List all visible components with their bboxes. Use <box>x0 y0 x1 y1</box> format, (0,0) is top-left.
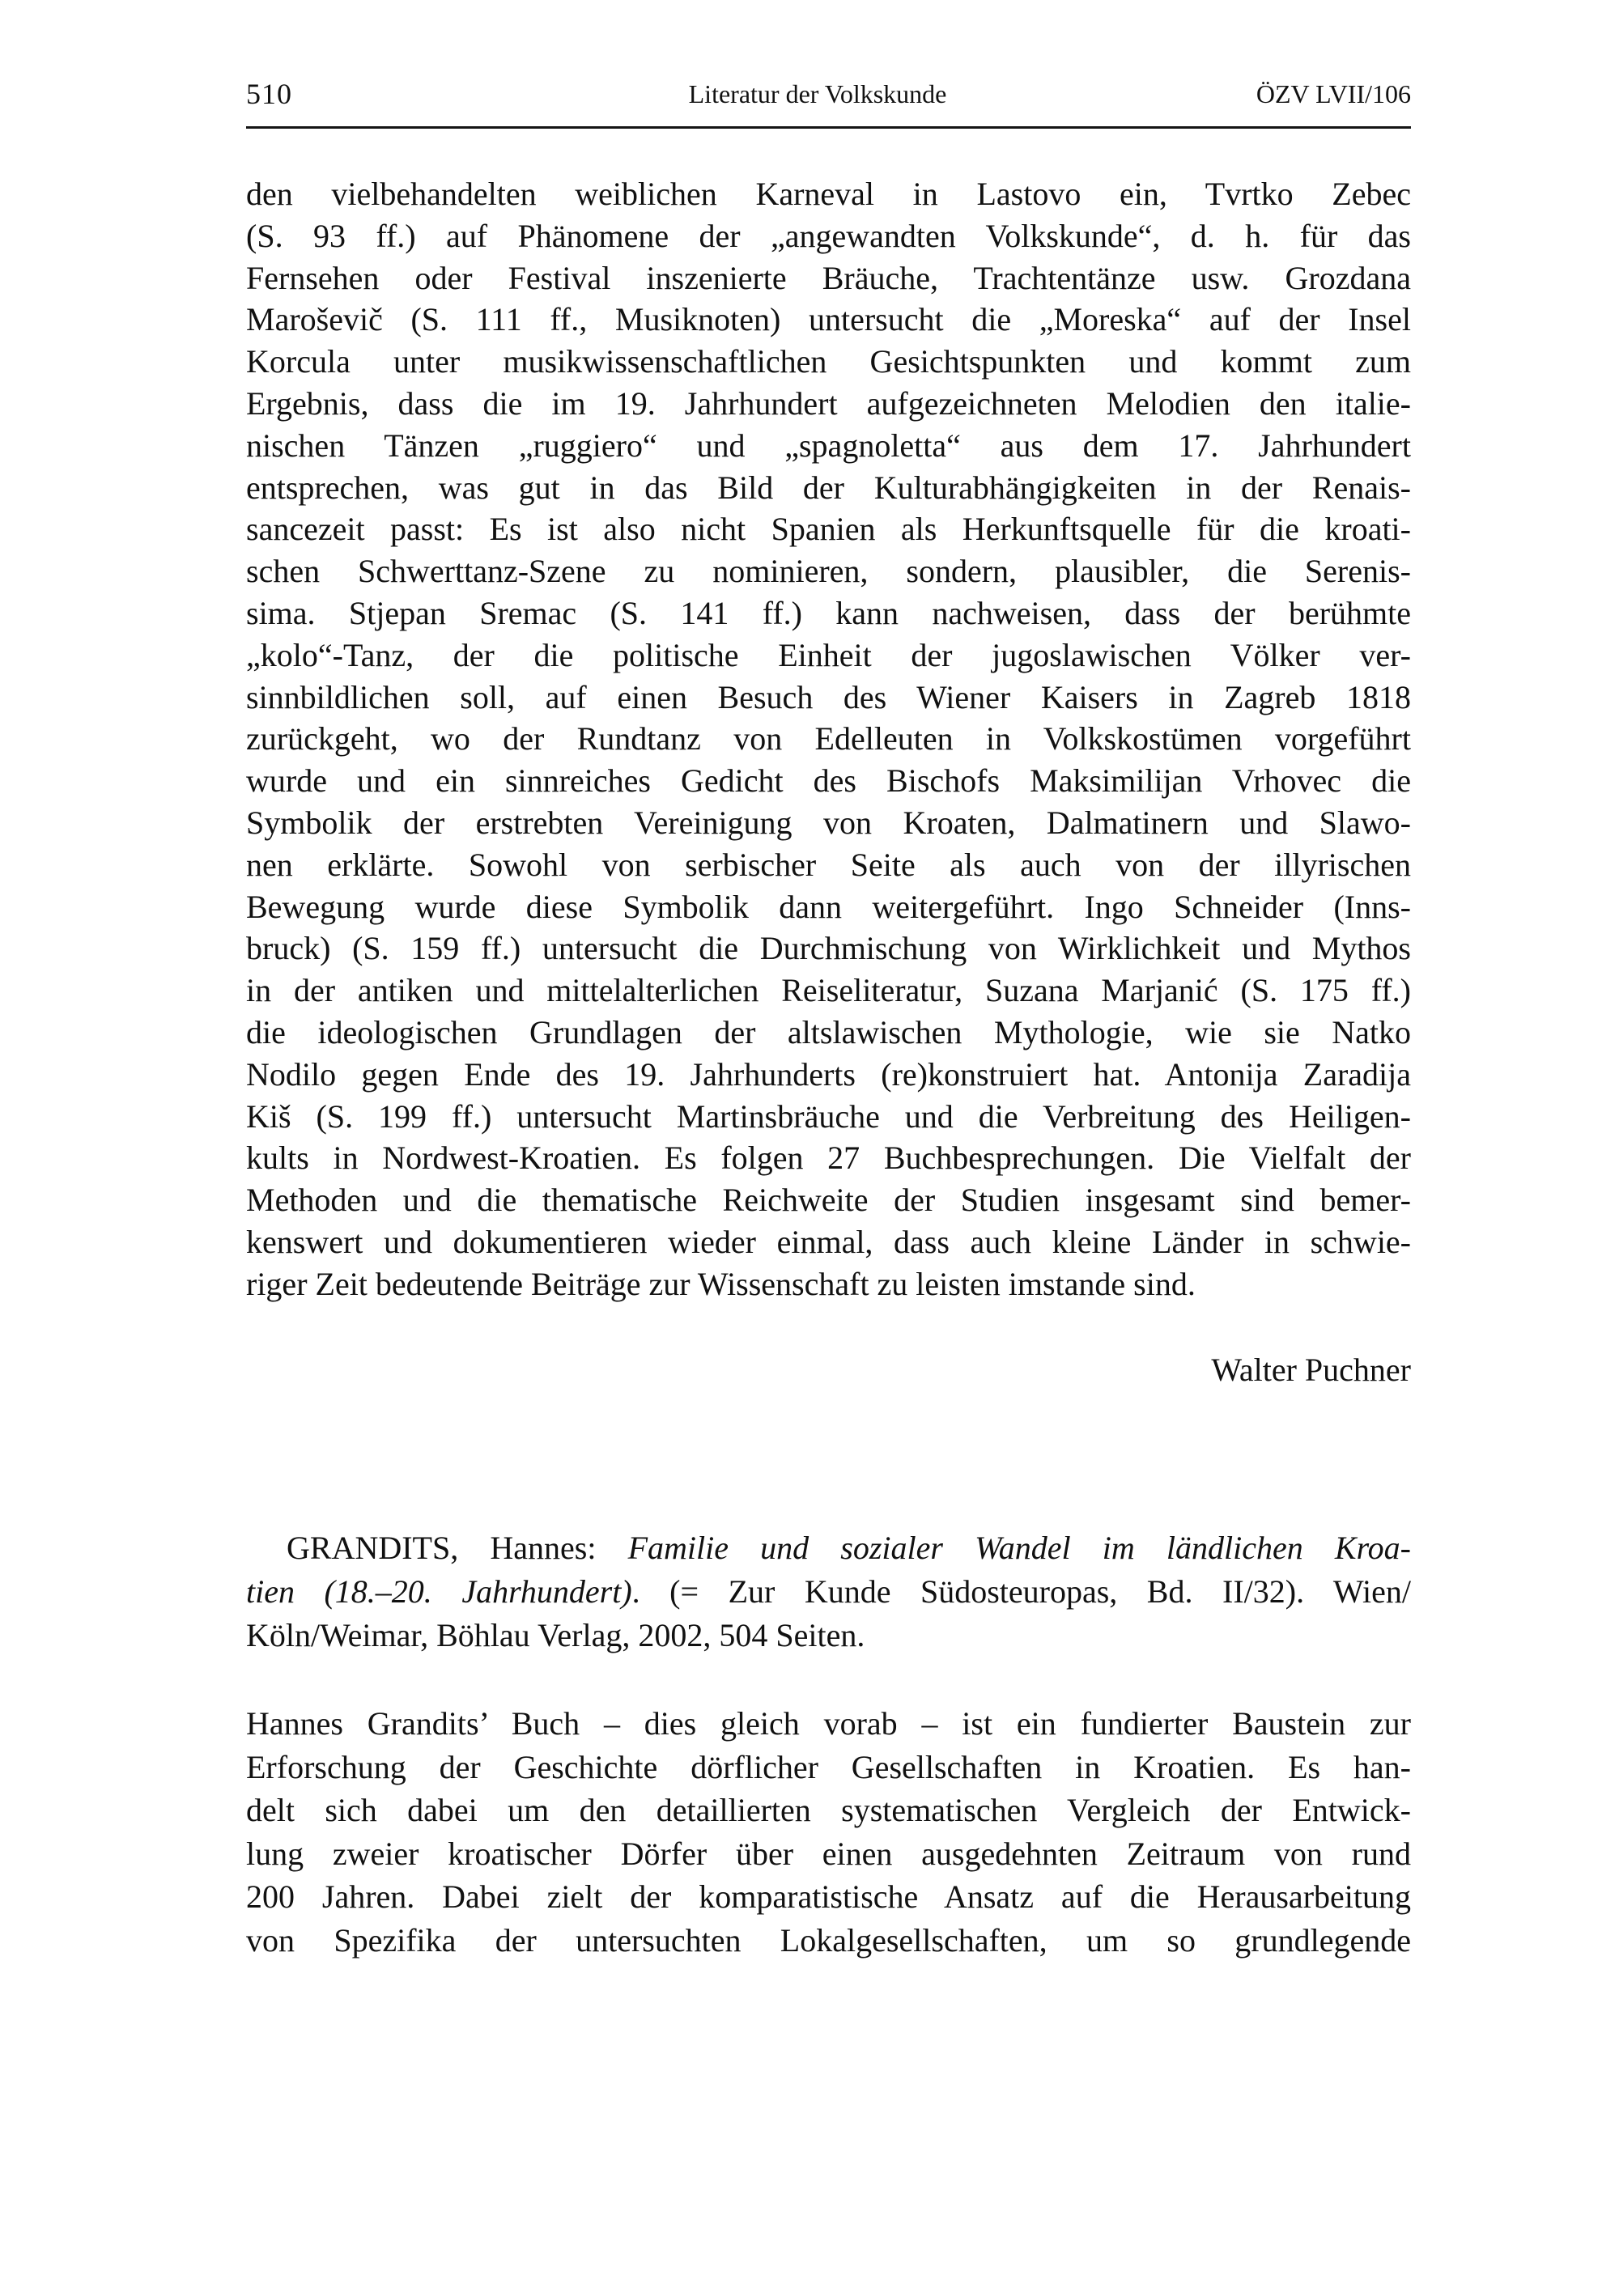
text-line-content: bruck) (S. 159 ff.) untersucht die Durchmischung von Wirklichkeit und Mythos <box>246 930 1411 967</box>
text-line <box>246 508 1411 550</box>
text-line-content: den vielbehandelten weiblichen Karneval in Lastovo ein, Tvrtko Zebec <box>246 176 1411 212</box>
text-line <box>246 592 1411 634</box>
text-line-content: lung zweier kroatischer Dörfer über einen ausgedehnten Zeitraum von rund <box>246 1835 1411 1872</box>
header-rule <box>246 126 1411 129</box>
text-line <box>246 425 1411 467</box>
text-line-content: „kolo“-Tanz, der die politische Einheit der jugoslawischen Völker ver- <box>246 636 1411 673</box>
text-line-content: sancezeit passt: Es ist also nicht Spanien als Herkunftsquelle für die kroati- <box>246 511 1411 548</box>
text-line <box>246 634 1411 677</box>
text-line <box>246 341 1411 383</box>
text-line <box>246 173 1411 215</box>
text-line <box>246 1137 1411 1179</box>
citation-line <box>246 1614 1411 1657</box>
text-line <box>246 1746 1411 1789</box>
text-line <box>246 718 1411 760</box>
text-line-content: schen Schwerttanz-Szene zu nominieren, sondern, plausibler, die Serenis- <box>246 553 1411 590</box>
text-line <box>246 970 1411 1012</box>
text-line-content: Fernsehen oder Festival inszenierte Bräuche, Trachtentänze usw. Grozdana <box>246 259 1411 296</box>
text-line-content: entsprechen, was gut in das Bild der Kulturabhängigkeiten in der Renais- <box>246 469 1411 506</box>
text-line-content: Methoden und die thematische Reichweite der Studien insgesamt sind bemer- <box>246 1182 1411 1219</box>
text-line <box>246 550 1411 592</box>
text-line-content: (S. 93 ff.) auf Phänomene der „angewandten Volkskunde“, d. h. für das <box>246 217 1411 254</box>
text-line <box>246 467 1411 509</box>
text-line-content: Hannes Grandits’ Buch – dies gleich vorab – ist ein fundierter Baustein zur <box>246 1705 1411 1742</box>
text-line <box>246 1221 1411 1263</box>
text-line-content: Kiš (S. 199 ff.) untersucht Martinsbräuche und die Verbreitung des Heiligen- <box>246 1097 1411 1135</box>
text-line <box>246 1096 1411 1138</box>
text-line-content: kults in Nordwest-Kroatien. Es folgen 27 Buchbesprechungen. Die Vielfalt der <box>246 1140 1411 1177</box>
journal-reference: ÖZV LVII/106 <box>1256 79 1411 108</box>
text-line <box>246 760 1411 802</box>
text-line <box>246 1179 1411 1221</box>
text-line <box>246 257 1411 299</box>
text-line-content: riger Zeit bedeutende Beiträge zur Wissenschaft zu leisten imstande sind. <box>246 1265 1196 1302</box>
text-line <box>246 1832 1411 1876</box>
review-continuation <box>246 173 1411 1305</box>
reviewer-signature: Walter Puchner <box>1211 1352 1411 1388</box>
text-line-content: von Spezifika der untersuchten Lokalgesellschaften, um so grundlegende <box>246 1921 1411 1959</box>
text-line <box>246 1919 1411 1963</box>
citation-line <box>246 1570 1411 1614</box>
text-line <box>246 383 1411 425</box>
citation-line <box>246 1526 1411 1570</box>
review-body <box>246 1702 1411 1963</box>
text-line-content: sinnbildlichen soll, auf einen Besuch des Wiener Kaisers in Zagreb 1818 <box>246 678 1411 715</box>
text-line-content: in der antiken und mittelalterlichen Reiseliteratur, Suzana Marjanić (S. 175 ff.) <box>246 972 1411 1009</box>
text-line-content: Bewegung wurde diese Symbolik dann weitergeführt. Ingo Schneider (Inns- <box>246 888 1411 925</box>
text-line <box>246 299 1411 341</box>
text-line <box>246 1012 1411 1054</box>
text-line-content: Nodilo gegen Ende des 19. Jahrhunderts (re)konstruiert hat. Antonija Zaradija <box>246 1055 1411 1093</box>
text-line <box>246 927 1411 970</box>
text-line <box>246 1702 1411 1746</box>
text-line <box>246 215 1411 257</box>
text-line-content: nen erklärte. Sowohl von serbischer Seite als auch von der illyrischen <box>246 846 1411 883</box>
page-number: 510 <box>246 78 292 110</box>
text-line-content: wurde und ein sinnreiches Gedicht des Bischofs Maksimilijan Vrhovec die <box>246 762 1411 800</box>
text-line-content: zurückgeht, wo der Rundtanz von Edelleuten in Volkskostümen vorgeführt <box>246 720 1411 758</box>
text-line <box>246 1263 1411 1305</box>
text-line-content: 200 Jahren. Dabei zielt der komparatistische Ansatz auf die Herausarbeitung <box>246 1878 1411 1916</box>
text-line-content: Korcula unter musikwissenschaftlichen Gesichtspunkten und kommt zum <box>246 343 1411 380</box>
text-line-content: Maroševič (S. 111 ff., Musiknoten) untersucht die „Moreska“ auf der Insel <box>246 301 1411 338</box>
citation-title: Familie und sozialer Wandel im ländlichen Kroa- <box>627 1530 1411 1566</box>
citation-title: tien (18.–20. Jahrhundert) <box>246 1573 632 1610</box>
text-line <box>246 886 1411 928</box>
citation-publisher: Köln/Weimar, Böhlau Verlag, 2002, 504 Seiten. <box>246 1617 865 1653</box>
running-title: Literatur der Volkskunde <box>688 79 947 108</box>
review-citation <box>246 1526 1411 1657</box>
text-line-content: Erforschung der Geschichte dörflicher Gesellschaften in Kroatien. Es han- <box>246 1748 1411 1785</box>
citation-series: . (= Zur Kunde Südosteuropas, Bd. II/32). Wien/ <box>631 1573 1411 1610</box>
text-line <box>246 844 1411 886</box>
text-line-content: nischen Tänzen „ruggiero“ und „spagnoletta“ aus dem 17. Jahrhundert <box>246 427 1411 464</box>
text-line <box>246 677 1411 719</box>
citation-author: GRANDITS, Hannes: <box>287 1530 628 1566</box>
text-line-content: Symbolik der erstrebten Vereinigung von Kroaten, Dalmatinern und Slawo- <box>246 804 1411 841</box>
text-line-content: delt sich dabei um den detaillierten systematischen Vergleich der Entwick- <box>246 1792 1411 1829</box>
text-line-content: die ideologischen Grundlagen der altslawischen Mythologie, wie sie Natko <box>246 1013 1411 1050</box>
text-line <box>246 1789 1411 1832</box>
text-line <box>246 1054 1411 1096</box>
text-line-content: Ergebnis, dass die im 19. Jahrhundert aufgezeichneten Melodien den italie- <box>246 384 1411 422</box>
text-line-content: kenswert und dokumentieren wieder einmal, dass auch kleine Länder in schwie- <box>246 1223 1411 1260</box>
text-line-content: sima. Stjepan Sremac (S. 141 ff.) kann nachweisen, dass der berühmte <box>246 594 1411 631</box>
text-line <box>246 802 1411 844</box>
text-line <box>246 1875 1411 1919</box>
